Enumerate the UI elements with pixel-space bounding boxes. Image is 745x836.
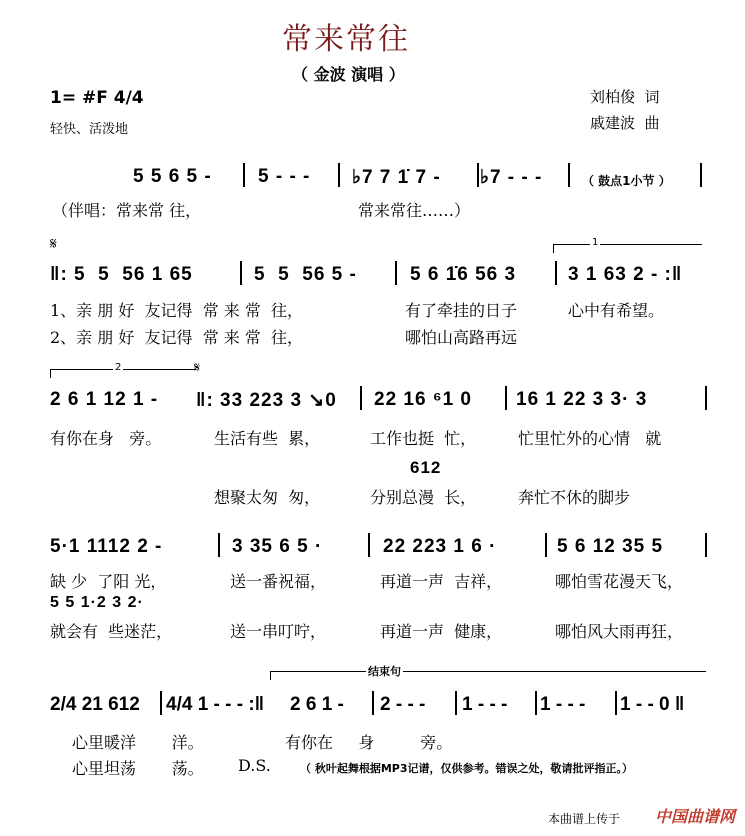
lyric: 心里坦荡 荡。: [72, 759, 204, 778]
measure: ♭7 7 1̇ 7 -: [352, 167, 441, 188]
measure: 4/4 1 - - - :‖: [166, 694, 265, 715]
segno-sign: 𝄋: [194, 360, 201, 376]
lyric: 心中有希望。: [568, 301, 665, 320]
bar-line: [545, 533, 547, 557]
measure: 5·1 1112 2 -: [50, 536, 163, 557]
measure: 3 35 6 5 ·: [232, 536, 323, 557]
ds-mark: D.S.: [238, 756, 271, 775]
lyric: 奔忙不休的脚步: [518, 488, 631, 507]
alt-notes: 5 5 1·2 3 2·: [50, 594, 144, 611]
bar-line: [243, 163, 245, 187]
measure: 2 6 1 12 1 -: [50, 389, 159, 410]
segno-sign: 𝄋: [50, 234, 57, 253]
measure: 22 223 1 6 ·: [383, 536, 497, 557]
lyric: 忙里忙外的心情 就: [518, 429, 662, 448]
bar-line: [700, 163, 702, 187]
bar-line: [568, 163, 570, 187]
measure: 2 6 1 -: [290, 694, 344, 715]
measure: 5 5 6 5 -: [133, 166, 212, 187]
bar-line: [535, 691, 537, 715]
bar-line: [395, 261, 397, 285]
bar-line: [505, 386, 507, 410]
lyric: 再道一声 健康，: [380, 622, 503, 641]
volta-1: 1: [553, 244, 702, 253]
lyric: 哪怕雪花漫天飞，: [555, 572, 684, 591]
footer-text: 本曲谱上传于: [548, 812, 621, 826]
measure: ♭7 - - -: [480, 167, 543, 188]
bar-line: [555, 261, 557, 285]
measure: ‖: 5 5 56 1 65: [50, 264, 193, 285]
measure: 5 6 12 35 5: [557, 536, 664, 557]
lyric: 常来常往……）: [358, 201, 471, 220]
lyric: 想聚太匆 匆，: [214, 488, 321, 507]
lyric: 送一番祝福，: [230, 572, 327, 591]
lyric: 送一串叮咛，: [230, 622, 327, 641]
lyric: 1、亲 朋 好 友记得 常 来 常 往，: [50, 301, 304, 320]
bar-line: [705, 386, 707, 410]
bar-line: [372, 691, 374, 715]
key-signature: 1= #F 4/4: [50, 88, 144, 108]
measure: 3 1 63 2 - :‖: [568, 264, 683, 285]
measure: 2/4 21 612: [50, 694, 140, 715]
bar-line: [338, 163, 340, 187]
singer: （ 金波 演唱 ）: [292, 65, 405, 84]
lyric: 再道一声 吉祥，: [380, 572, 503, 591]
measure: 5 6 1̇6 56 3: [410, 264, 517, 285]
measure: ‖: 33 223 3 ↘0: [196, 390, 337, 411]
bar-line: [368, 533, 370, 557]
bar-line: [240, 261, 242, 285]
ending-bracket: 结束句: [270, 671, 706, 680]
lyric: 生活有些 累，: [214, 429, 321, 448]
lyric: 分别总漫 长，: [370, 488, 477, 507]
measure: 1 - - 0 ‖: [620, 694, 685, 715]
lyric: 工作也挺 忙，: [370, 429, 477, 448]
bar-line: [615, 691, 617, 715]
lyric: 就会有 些迷茫，: [50, 622, 173, 641]
measure: 22 16 ⁶1 0: [374, 389, 472, 410]
bar-line: [218, 533, 220, 557]
bar-line: [705, 533, 707, 557]
measure: 5 5 56 5 -: [254, 264, 357, 285]
lyric: 有了牵挂的日子: [405, 301, 518, 320]
lyric: 心里暖洋 洋。: [72, 733, 204, 752]
lyricist: 刘柏俊 词: [590, 88, 660, 106]
bar-line: [160, 691, 162, 715]
measure: 16 1 22 3 3· 3: [516, 389, 648, 410]
alt-notes: 612: [410, 458, 442, 477]
lyric: （伴唱：常来常 往，: [52, 201, 202, 220]
bar-line: [360, 386, 362, 410]
measure: 1 - - -: [462, 694, 508, 715]
lyric: 缺 少 了阳 光，: [50, 572, 167, 591]
site-logo[interactable]: 中国曲谱网: [655, 807, 736, 826]
measure: 5 - - -: [258, 166, 311, 187]
lyric: 有你在 身 旁。: [285, 733, 453, 752]
composer: 戚建波 曲: [590, 114, 660, 132]
drum-note: （ 鼓点1小节 ）: [582, 174, 671, 188]
bar-line: [477, 163, 479, 187]
measure: 2 - - -: [380, 694, 426, 715]
lyric: 哪怕山高路再远: [405, 328, 518, 347]
measure: 1 - - -: [540, 694, 586, 715]
transcriber-note: （ 秋叶起舞根据MP3记谱，仅供参考。错误之处，敬请批评指正。）: [300, 762, 633, 775]
lyric: 哪怕风大雨再狂，: [555, 622, 684, 641]
tempo-marking: 轻快、活泼地: [50, 122, 129, 137]
lyric: 2、亲 朋 好 友记得 常 来 常 往，: [50, 328, 304, 347]
bar-line: [455, 691, 457, 715]
lyric: 有你在身 旁。: [50, 429, 162, 448]
volta-2: 2: [50, 369, 196, 378]
song-title: 常来常往: [282, 22, 410, 57]
